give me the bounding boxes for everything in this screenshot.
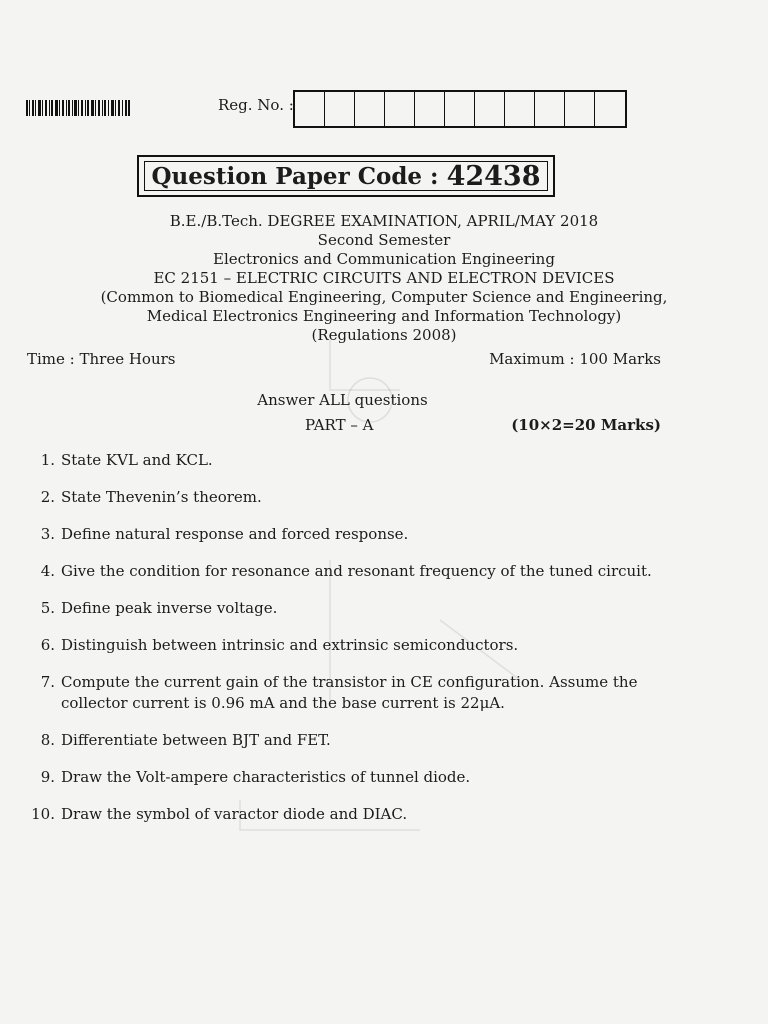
question-number: 3.: [40, 525, 55, 543]
question-number: 6.: [40, 636, 55, 654]
question-text: Give the condition for resonance and resonant frequency of the tuned circuit.: [61, 562, 652, 580]
question-number: 7.: [40, 673, 55, 691]
exam-title: B.E./B.Tech. DEGREE EXAMINATION, APRIL/MAY 2018: [169, 212, 599, 230]
common-to-line2: Medical Electronics Engineering and Information Technology): [146, 307, 622, 325]
question-text: Compute the current gain of the transistor in CE configuration. Assume the collector current is 0.96 mA and the base current is 22μA.: [61, 673, 638, 712]
question-item: [30, 524, 670, 545]
barcode-icon: [26, 100, 130, 116]
question-text: Draw the Volt-ampere characteristics of tunnel diode.: [61, 768, 471, 786]
reg-no-boxes: [293, 90, 627, 128]
question-number: 5.: [40, 599, 55, 617]
question-text: Define natural response and forced response.: [61, 525, 409, 543]
question-item: [30, 804, 670, 825]
reg-no-box[interactable]: [415, 92, 445, 126]
regulations: (Regulations 2008): [311, 326, 457, 344]
exam-meta-row: [27, 350, 661, 368]
question-item: [30, 672, 670, 714]
exam-time: Time : Three Hours: [27, 350, 176, 368]
question-item: [30, 598, 670, 619]
reg-no-box[interactable]: [505, 92, 535, 126]
question-number: 10.: [31, 805, 55, 823]
reg-no-box[interactable]: [535, 92, 565, 126]
course-title: EC 2151 – ELECTRIC CIRCUITS AND ELECTRON DEVICES: [153, 269, 615, 287]
question-number: 8.: [40, 731, 55, 749]
question-item: [30, 487, 670, 508]
question-item: [30, 450, 670, 471]
reg-no-box[interactable]: [325, 92, 355, 126]
question-number: 2.: [40, 488, 55, 506]
question-number: 1.: [40, 451, 55, 469]
reg-no-box[interactable]: [595, 92, 625, 126]
question-text: Differentiate between BJT and FET.: [61, 731, 331, 749]
question-item: [30, 730, 670, 751]
question-paper-code-label: Question Paper Code :: [151, 162, 439, 190]
common-to-line1: (Common to Biomedical Engineering, Computer Science and Engineering,: [100, 288, 668, 306]
question-number: 9.: [40, 768, 55, 786]
question-item: [30, 635, 670, 656]
part-heading: PART – A: [305, 416, 374, 434]
reg-no-label: Reg. No. :: [218, 96, 294, 114]
question-paper-code-number: 42438: [446, 160, 541, 192]
answer-all-instruction: Answer ALL questions: [257, 391, 428, 409]
department: Electronics and Communication Engineering: [213, 250, 555, 268]
question-text: Define peak inverse voltage.: [61, 599, 278, 617]
part-marks: (10×2=20 Marks): [511, 416, 661, 434]
question-text: State KVL and KCL.: [61, 451, 213, 469]
reg-no-box[interactable]: [295, 92, 325, 126]
reg-no-box[interactable]: [565, 92, 595, 126]
question-list: [30, 450, 670, 841]
question-paper-code-inner: [144, 161, 548, 191]
question-item: [30, 767, 670, 788]
question-text: Distinguish between intrinsic and extrinsic semiconductors.: [61, 636, 519, 654]
question-item: [30, 561, 670, 582]
reg-no-box[interactable]: [385, 92, 415, 126]
reg-no-box[interactable]: [475, 92, 505, 126]
question-number: 4.: [40, 562, 55, 580]
question-text: State Thevenin’s theorem.: [61, 488, 262, 506]
semester: Second Semester: [317, 231, 451, 249]
reg-no-box[interactable]: [355, 92, 385, 126]
question-paper-code-box: [137, 155, 555, 197]
question-text: Draw the symbol of varactor diode and DIAC.: [61, 805, 408, 823]
exam-max-marks: Maximum : 100 Marks: [489, 350, 661, 368]
reg-no-box[interactable]: [445, 92, 475, 126]
exam-header: [0, 212, 768, 345]
part-heading-row: [305, 416, 661, 434]
